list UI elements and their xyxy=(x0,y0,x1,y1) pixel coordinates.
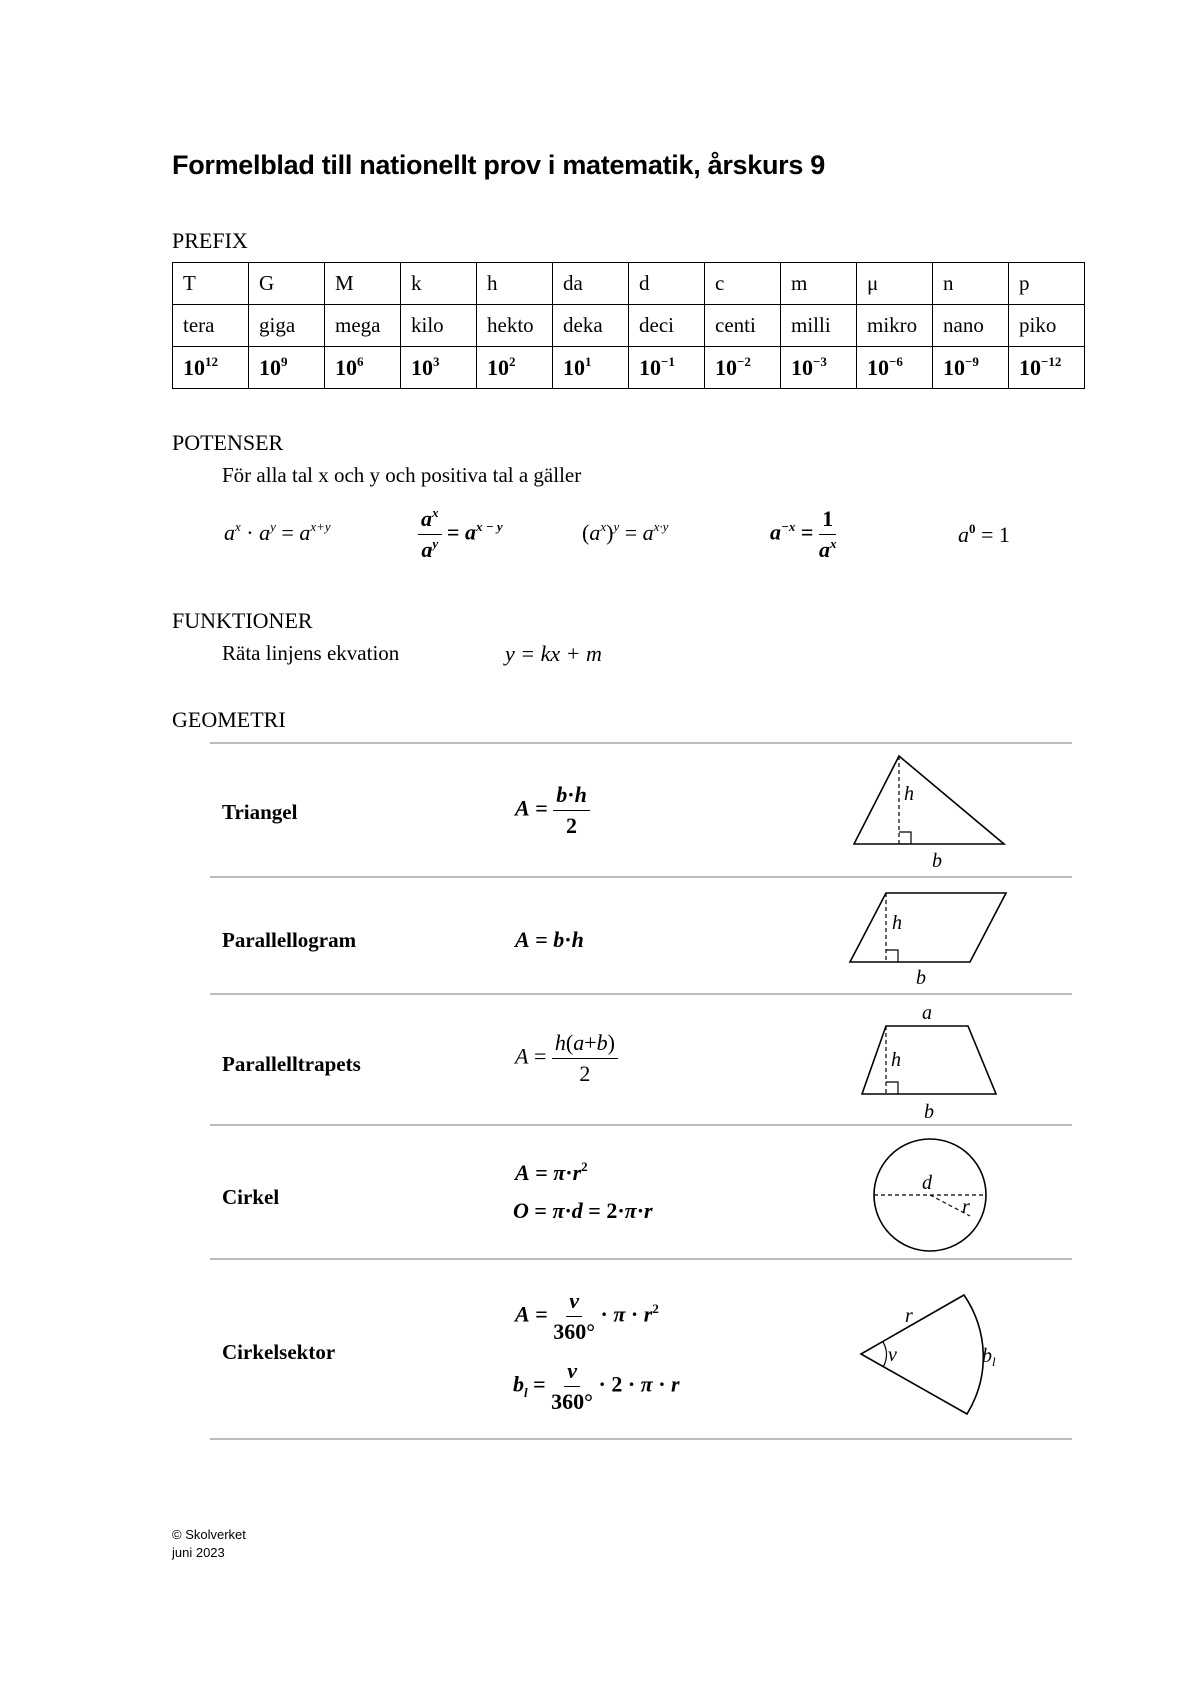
prefix-power-cell xyxy=(933,347,1009,389)
section-heading-funktioner: FUNKTIONER xyxy=(172,608,313,633)
prefix-power-base: 10 xyxy=(183,354,205,380)
sector-arc-label: $b_l$ xyxy=(982,1345,996,1369)
sector-figure xyxy=(855,1290,1005,1430)
circle-area-formula: $A = \pi\cdot r^2$ xyxy=(515,1159,588,1185)
divider xyxy=(210,1258,1072,1260)
prefix-power-exponent: −2 xyxy=(737,353,751,369)
parallelogram-area-formula: A = b·h xyxy=(515,927,584,952)
prefix-name-cell: nano xyxy=(933,305,1009,347)
prefix-power-base: 10 xyxy=(715,354,737,380)
prefix-power-cell xyxy=(1009,347,1085,389)
divider xyxy=(210,876,1072,878)
prefix-symbols-row xyxy=(173,263,1085,305)
prefix-power-base: 10 xyxy=(943,354,965,380)
prefix-powers-row xyxy=(173,347,1085,389)
sector-angle-label: v xyxy=(888,1344,897,1366)
prefix-name-cell: piko xyxy=(1009,305,1085,347)
parallelogram-base-label: b xyxy=(916,967,926,989)
prefix-power-cell xyxy=(325,347,401,389)
prefix-power-cell xyxy=(173,347,249,389)
prefix-power-base: 10 xyxy=(259,354,281,380)
prefix-symbol-cell: m xyxy=(781,263,857,305)
line-equation-label: Räta linjens ekvation xyxy=(222,641,400,665)
geometry-name-parallellogram: Parallellogram xyxy=(222,928,357,952)
power-rule-power: $(a^x)^y = a^{x\cdot y}$ xyxy=(582,519,669,545)
prefix-power-cell xyxy=(705,347,781,389)
prefix-power-cell xyxy=(401,347,477,389)
parallelogram-height-label: h xyxy=(892,912,902,934)
prefix-power-exponent: −1 xyxy=(661,353,675,369)
potenser-intro xyxy=(222,463,581,488)
prefix-power-cell xyxy=(477,347,553,389)
prefix-power-exponent: −12 xyxy=(1041,353,1062,369)
prefix-symbol-cell: k xyxy=(401,263,477,305)
trapezoid-figure xyxy=(850,1000,1010,1122)
prefix-power-base: 10 xyxy=(791,354,813,380)
footer xyxy=(172,1526,246,1562)
prefix-power-base: 10 xyxy=(867,354,889,380)
prefix-name-cell: centi xyxy=(705,305,781,347)
prefix-symbol-cell: da xyxy=(553,263,629,305)
trapezoid-base-label: b xyxy=(924,1101,934,1122)
parallelogram-figure xyxy=(840,886,1015,991)
prefix-power-exponent: 12 xyxy=(205,353,218,369)
power-rule-negative: $a^{-x}$ = $\frac{1}{a^x}$ xyxy=(770,506,837,562)
prefix-power-cell xyxy=(781,347,857,389)
prefix-symbol-cell: T xyxy=(173,263,249,305)
prefix-symbol-cell: n xyxy=(933,263,1009,305)
prefix-symbol-cell: G xyxy=(249,263,325,305)
prefix-symbol-cell: h xyxy=(477,263,553,305)
trapezoid-top-label: a xyxy=(922,1002,932,1024)
prefix-power-base: 10 xyxy=(639,354,661,380)
prefix-power-cell xyxy=(629,347,705,389)
divider xyxy=(210,1438,1072,1440)
prefix-name-cell: milli xyxy=(781,305,857,347)
prefix-names-row xyxy=(173,305,1085,347)
triangle-base-label: b xyxy=(932,850,942,872)
divider xyxy=(210,1124,1072,1126)
triangle-height-label: h xyxy=(904,783,914,805)
prefix-name-cell: tera xyxy=(173,305,249,347)
circle-diameter-label: d xyxy=(922,1172,932,1194)
divider xyxy=(210,742,1072,744)
prefix-name-cell: kilo xyxy=(401,305,477,347)
prefix-power-cell xyxy=(857,347,933,389)
geometry-name-parallelltrapets: Parallelltrapets xyxy=(222,1052,361,1076)
power-rule-product: $a^x \cdot a^y = a^{x+y}$ xyxy=(224,519,331,545)
power-rule-zero: $a^0 = 1$ xyxy=(958,521,1010,547)
sector-area-formula: A = $\frac{v}{360^\circ}$ · $\pi \cdot r^2$ xyxy=(515,1288,659,1344)
prefix-symbol-cell: M xyxy=(325,263,401,305)
potenser-intro-text: För alla tal x och y och positiva tal a gäller xyxy=(222,463,582,487)
prefix-name-cell: deka xyxy=(553,305,629,347)
triangle-area-formula: A = $\frac{b\cdot h}{2}$ xyxy=(515,782,590,839)
prefix-symbol-cell: μ xyxy=(857,263,933,305)
prefix-symbol-cell: p xyxy=(1009,263,1085,305)
section-heading-prefix: PREFIX xyxy=(172,228,248,253)
prefix-symbol-cell: d xyxy=(629,263,705,305)
page-title: Formelblad till nationellt prov i matematik, årskurs 9 xyxy=(172,150,825,180)
geometry-name-cirkel: Cirkel xyxy=(222,1185,280,1209)
power-rule-quotient: $\frac{a^x}{a^y}$ = $a^{x - y}$ xyxy=(418,506,503,563)
prefix-power-exponent: −6 xyxy=(889,353,903,369)
geometry-name-triangel: Triangel xyxy=(222,800,298,824)
prefix-power-exponent: 9 xyxy=(281,353,288,369)
prefix-name-cell: mega xyxy=(325,305,401,347)
footer-date: juni 2023 xyxy=(172,1545,225,1560)
trapezoid-area-formula: A = $\frac{h(a+b)}{2}$ xyxy=(515,1030,618,1087)
prefix-power-exponent: 1 xyxy=(585,353,592,369)
prefix-power-base: 10 xyxy=(1019,354,1041,380)
circle-circumference-formula: O = π·d = 2·π·r xyxy=(513,1198,653,1223)
prefix-power-exponent: 2 xyxy=(509,353,516,369)
prefix-symbol-cell: c xyxy=(705,263,781,305)
prefix-power-cell xyxy=(553,347,629,389)
copyright: © Skolverket xyxy=(172,1527,246,1542)
prefix-name-cell: giga xyxy=(249,305,325,347)
geometry-name-cirkelsektor: Cirkelsektor xyxy=(222,1340,336,1364)
prefix-power-cell xyxy=(249,347,325,389)
line-equation-formula: y = kx + m xyxy=(505,641,602,666)
prefix-power-exponent: −3 xyxy=(813,353,827,369)
prefix-power-base: 10 xyxy=(487,354,509,380)
circle-radius-label: r xyxy=(962,1196,970,1218)
prefix-name-cell: hekto xyxy=(477,305,553,347)
trapezoid-height-label: h xyxy=(891,1049,901,1071)
circle-figure xyxy=(872,1136,992,1256)
prefix-name-cell: mikro xyxy=(857,305,933,347)
prefix-power-exponent: 3 xyxy=(433,353,440,369)
divider xyxy=(210,993,1072,995)
prefix-table xyxy=(172,262,1085,389)
section-heading-geometri: GEOMETRI xyxy=(172,707,286,732)
section-heading-potenser: POTENSER xyxy=(172,430,284,455)
prefix-power-base: 10 xyxy=(563,354,585,380)
sector-radius-label: r xyxy=(905,1305,913,1327)
prefix-power-exponent: 6 xyxy=(357,353,364,369)
prefix-power-base: 10 xyxy=(411,354,433,380)
triangle-figure xyxy=(840,750,1010,875)
prefix-name-cell: deci xyxy=(629,305,705,347)
prefix-power-base: 10 xyxy=(335,354,357,380)
sector-arc-formula: $b_l$ = $\frac{v}{360^\circ}$ · 2 · π · r xyxy=(513,1358,680,1414)
prefix-power-exponent: −9 xyxy=(965,353,979,369)
